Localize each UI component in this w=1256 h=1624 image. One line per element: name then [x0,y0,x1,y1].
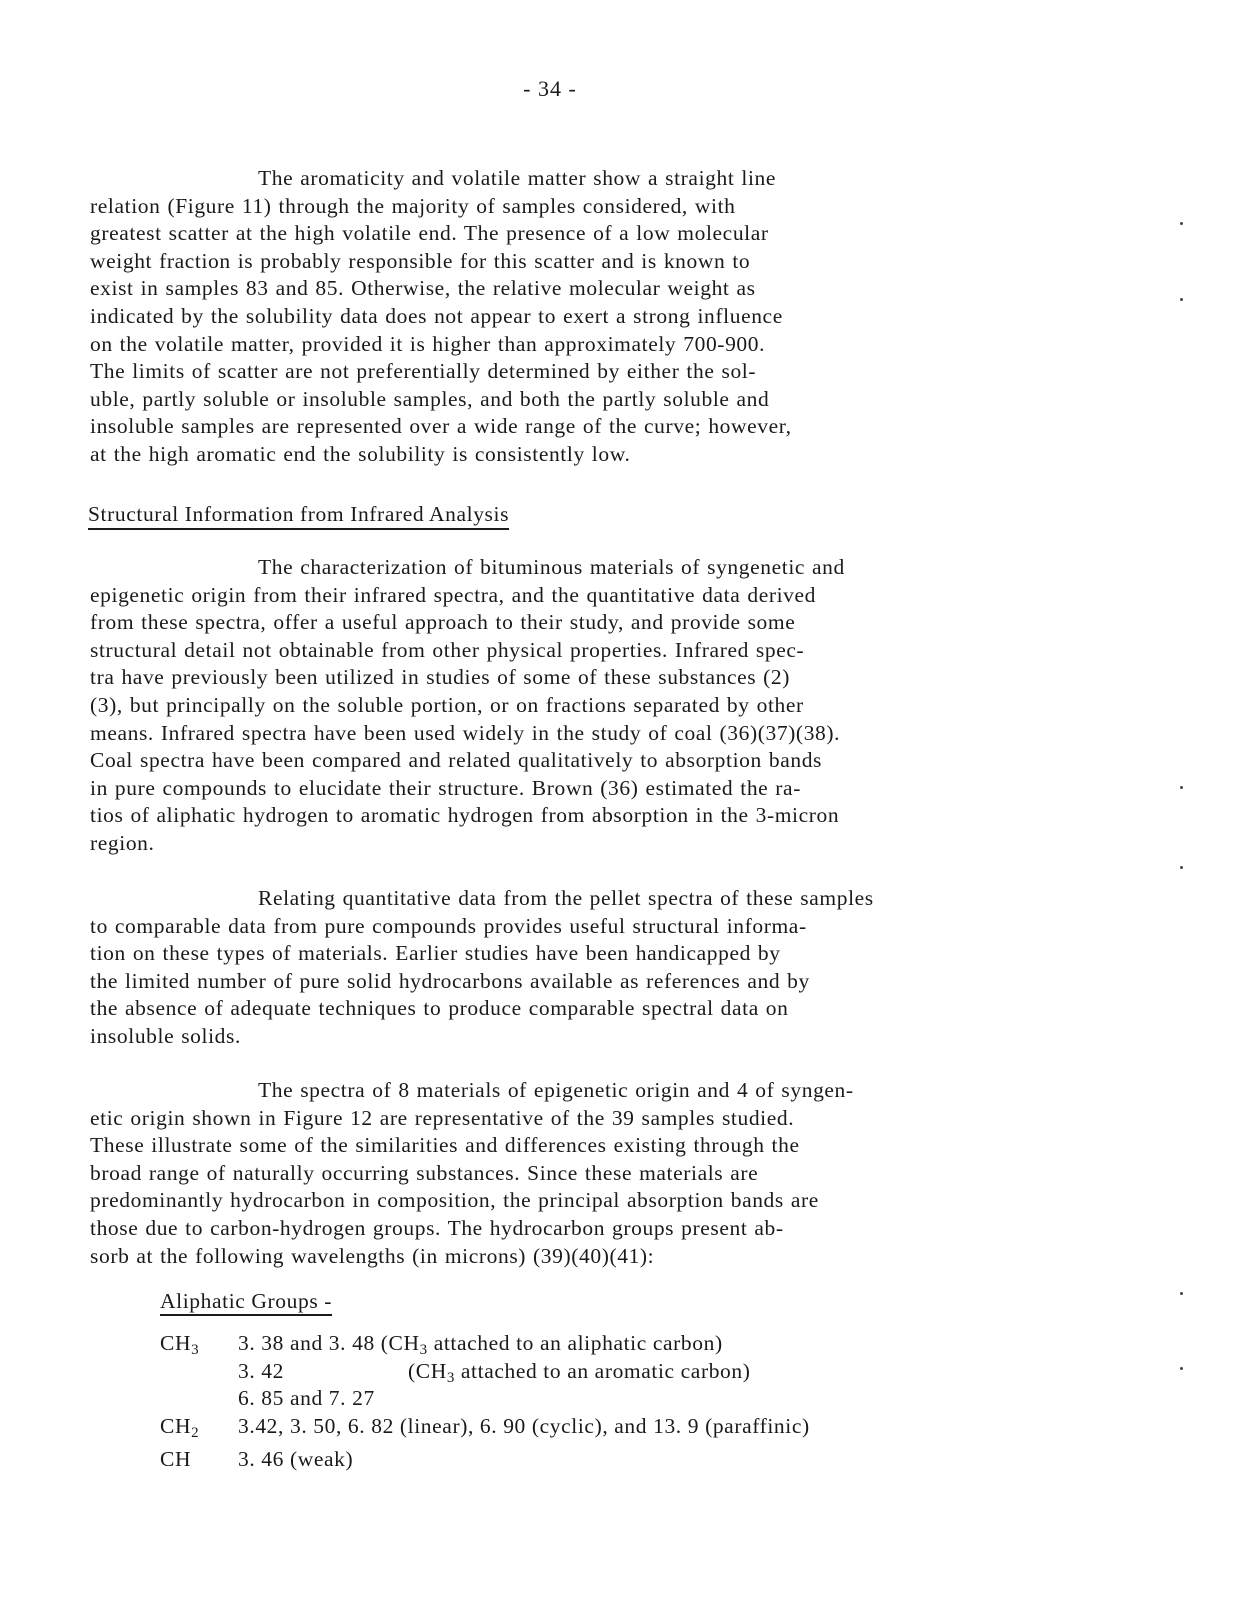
paragraph-line: those due to carbon-hydrogen groups. The hydrocarbon groups present ab- [90,1215,784,1240]
scan-speck [1180,786,1183,789]
paragraph-line: epigenetic origin from their infrared spectra, and the quantitative data derived [90,582,817,607]
scan-speck [1180,866,1183,869]
paragraph-line: structural detail not obtainable from other physical properties. Infrared spec- [90,637,805,662]
group-values: 3. 46 (weak) [238,1447,354,1471]
paragraph-line: means. Infrared spectra have been used widely in the study of coal (36)(37)(38). [90,720,841,745]
paragraph-quantitative-data [90,885,1080,1051]
group-note: ($CH_3$ attached to an aromatic carbon) [408,1358,751,1386]
paragraph-line: relation (Figure 11) through the majority of samples considered, with [90,193,736,218]
paragraph-line: tios of aliphatic hydrogen to aromatic hydrogen from absorption in the 3-micron [90,803,840,828]
paragraph-line: tion on these types of materials. Earlier studies have been handicapped by [90,941,781,966]
paragraph-line: The limits of scatter are not preferentially determined by either the sol- [90,359,757,384]
paragraph-line: insoluble samples are represented over a wide range of the curve; however, [90,414,792,439]
paragraph-line: uble, partly soluble or insoluble samples, and both the partly soluble and [90,386,770,411]
scan-speck [1180,222,1183,225]
paragraph-line: indicated by the solubility data does not appear to exert a strong influence [90,303,783,328]
paragraph-line: region. [90,830,155,855]
page-number: - 34 - [523,76,577,101]
paragraph-line: tra have previously been utilized in studies of some of these substances (2) [90,665,791,690]
paragraph-line: on the volatile matter, provided it is higher than approximately 700-900. [90,331,766,356]
paragraph-line: the absence of adequate techniques to produce comparable spectral data on [90,996,789,1021]
paragraph-line: in pure compounds to elucidate their structure. Brown (36) estimated the ra- [90,775,801,800]
scan-speck [1180,1367,1183,1370]
paragraph-characterization [90,554,1080,858]
paragraph-line: weight fraction is probably responsible for this scatter and is known to [90,248,751,273]
paragraph-line: (3), but principally on the soluble portion, or on fractions separated by other [90,692,804,717]
group-label: $CH_3$ [160,1331,200,1358]
paragraph-line: Relating quantitative data from the pellet spectra of these samples [258,886,874,910]
scan-speck [1180,1292,1183,1295]
paragraph-line: These illustrate some of the similarities and differences existing through the [90,1133,800,1158]
group-values: 3.42, 3. 50, 6. 82 (linear), 6. 90 (cyclic), and 13. 9 (paraffinic) [238,1413,810,1438]
group-label: CH [160,1447,192,1471]
group-values: 6. 85 and 7. 27 [238,1386,375,1410]
paragraph-line: to comparable data from pure compounds provides useful structural informa- [90,913,807,938]
paragraph-line: insoluble solids. [90,1023,241,1048]
paragraph-line: The aromaticity and volatile matter show a straight line [258,166,777,190]
paragraph-line: The spectra of 8 materials of epigenetic origin and 4 of syngen- [258,1078,854,1102]
paragraph-line: from these spectra, offer a useful approach to their study, and provide some [90,610,796,635]
paragraph-line: at the high aromatic end the solubility is consistently low. [90,441,631,466]
paragraph-line: sorb at the following wavelengths (in microns) (39)(40)(41): [90,1243,655,1268]
section-heading: Structural Information from Infrared Analysis [88,502,510,526]
group-values: 3. 42 [238,1358,284,1383]
group-values: 3. 38 and 3. 48 ($CH_3$ attached to an aliphatic carbon) [238,1331,723,1358]
paragraph-line: etic origin shown in Figure 12 are representative of the 39 samples studied. [90,1105,795,1130]
paragraph-aromaticity [90,165,1080,469]
scan-speck [1180,298,1183,301]
paragraph-line: Coal spectra have been compared and related qualitatively to absorption bands [90,748,823,773]
group-label: $CH_2$ [160,1413,200,1441]
aliphatic-groups-heading: Aliphatic Groups - [160,1289,333,1313]
paragraph-line: greatest scatter at the high volatile end. The presence of a low molecular [90,221,769,246]
paragraph-line: predominantly hydrocarbon in composition, the principal absorption bands are [90,1188,819,1213]
paragraph-spectra [90,1077,1080,1270]
paragraph-line: the limited number of pure solid hydrocarbons available as references and by [90,968,810,993]
paragraph-line: broad range of naturally occurring substances. Since these materials are [90,1160,759,1185]
paragraph-line: exist in samples 83 and 85. Otherwise, the relative molecular weight as [90,276,756,301]
paragraph-line: The characterization of bituminous materials of syngenetic and [258,555,845,579]
